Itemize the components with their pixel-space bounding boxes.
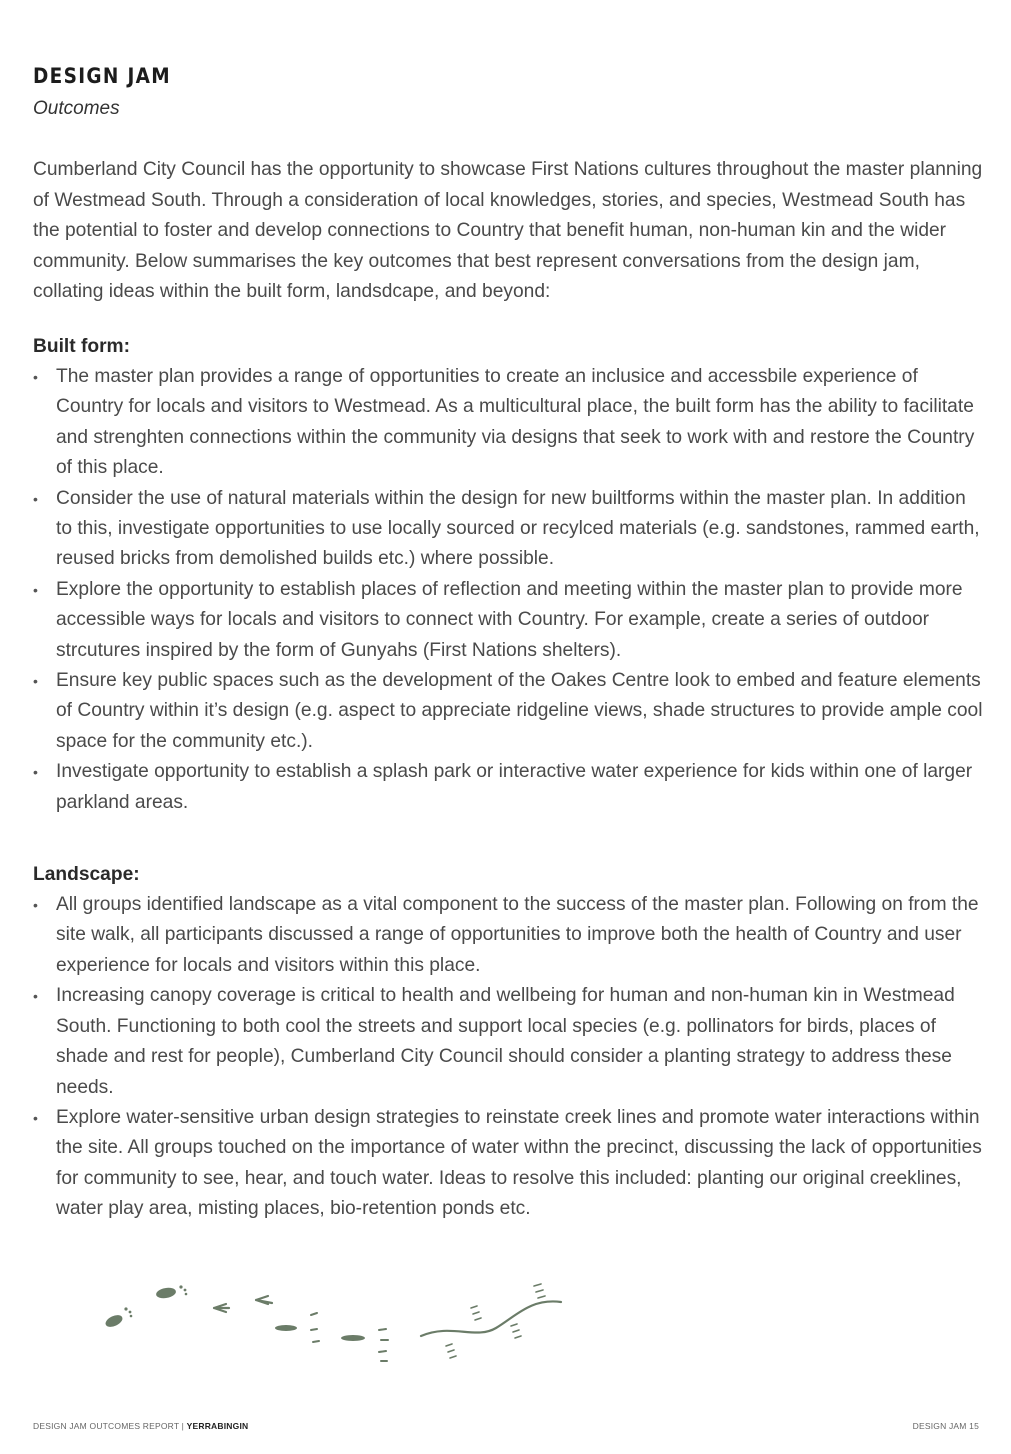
bullet-icon: •: [33, 988, 38, 1005]
bullet-icon: •: [33, 1109, 38, 1126]
list-item-text: Increasing canopy coverage is critical to health and wellbeing for human and non-human kin in Westmead South. Functioning to both cool the streets and support local species (e.g. pollinators for birds, places of shade and rest for people), Cumberland City Council should consider a planting strategy to address these needs.: [56, 985, 955, 1098]
bullet-icon: •: [33, 368, 38, 385]
list-item: [33, 575, 983, 666]
footer-page-number: DESIGN JAM 15: [912, 1421, 979, 1431]
list-item-text: Consider the use of natural materials within the design for new builtforms within the master plan. In addition to this, investigate opportunities to use locally sourced or recylced materials (e.g. sandstones, rammed earth, reused bricks from demolished builds etc.) where possible.: [56, 487, 980, 570]
list-item-text: All groups identified landscape as a vital component to the success of the master plan. Following on from the site walk, all participants discussed a range of opportunities to improve both the health of Country and user experience for locals and visitors within this place.: [56, 894, 979, 976]
list-item-text: Investigate opportunity to establish a splash park or interactive water experience for kids within one of larger parkland areas.: [56, 761, 973, 813]
list-item: [33, 362, 983, 484]
list-item: [33, 981, 983, 1103]
bullet-icon: •: [33, 673, 38, 690]
built-form-section: [33, 332, 983, 818]
list-item-text: The master plan provides a range of opportunities to create an inclusice and accessbile experience of Country for locals and visitors to Westmead. As a multicultural place, the built form has the ability to facilitate and strenghten connections within the community via designs that seek to work with and restore the Country of this place.: [56, 365, 975, 479]
list-item: [33, 484, 983, 575]
built-form-heading: Built form:: [33, 335, 130, 357]
page-content: [33, 62, 983, 1225]
bullet-icon: •: [33, 897, 38, 914]
landscape-section: [33, 860, 983, 1224]
list-item: [33, 666, 983, 757]
list-item-text: Explore water-sensitive urban design strategies to reinstate creek lines and promote water interactions within the site. All groups touched on the importance of water withn the precinct, discussing the lack of opportunities for community to see, hear, and touch water. Ideas to resolve this included: planting our original creeklines, water play area, misting places, bio-retention ponds etc.: [56, 1106, 982, 1220]
list-item: [33, 1103, 983, 1225]
list-item: [33, 757, 983, 818]
bullet-icon: •: [33, 764, 38, 781]
animal-tracks-icon: [96, 1278, 566, 1370]
built-form-list: [33, 362, 983, 818]
list-item: [33, 890, 983, 981]
landscape-list: [33, 890, 983, 1224]
page-subtitle: Outcomes: [33, 98, 120, 119]
list-item-text: Explore the opportunity to establish places of reflection and meeting within the master plan to provide more accessible ways for locals and visitors to connect with Country. For example, create a series of outdoor strcutures inspired by the form of Gunyahs (First Nations shelters).: [56, 578, 963, 661]
footer-left-bold: YERRABINGIN: [186, 1421, 249, 1431]
footer-left-text: DESIGN JAM OUTCOMES REPORT |: [33, 1421, 187, 1431]
footer-report-title: [33, 1421, 248, 1431]
landscape-heading: Landscape:: [33, 864, 140, 886]
bullet-icon: •: [33, 490, 38, 507]
list-item-text: Ensure key public spaces such as the development of the Oakes Centre look to embed and feature elements of Country within it’s design (e.g. aspect to appreciate ridgeline views, shade structures to provide ample cool space for the community etc.).: [56, 670, 983, 752]
intro-paragraph: Cumberland City Council has the opportunity to showcase First Nations cultures throughout the master planning of Westmead South. Through a consideration of local knowledges, stories, and species, Westmead South has the potential to foster and develop connections to Country that benefit human, non-human kin and the wider community. Below summarises the key outcomes that best represent conversations from the design jam, collating ideas within the built form, landsdcape, and beyond:: [33, 159, 983, 303]
page-title: DESIGN JAM: [33, 64, 171, 88]
bullet-icon: •: [33, 581, 38, 598]
